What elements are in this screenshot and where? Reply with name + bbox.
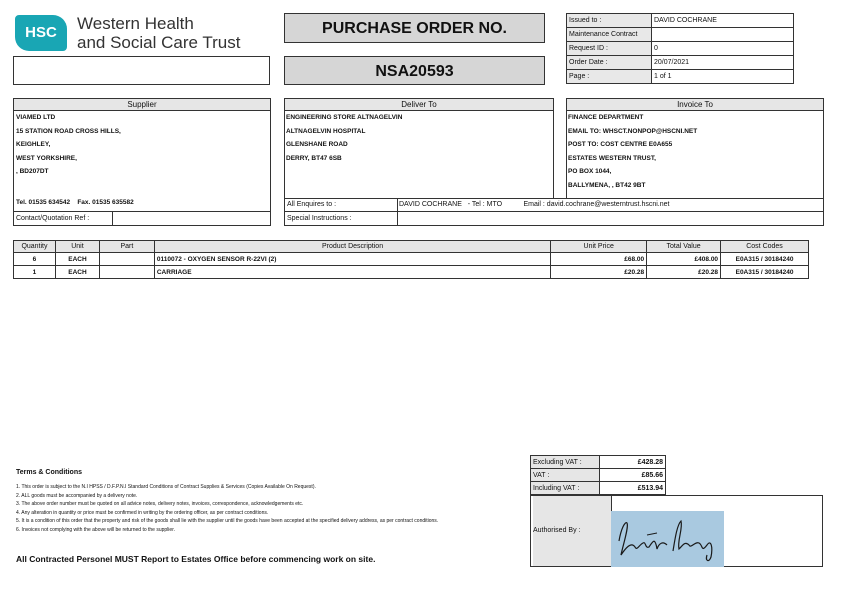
table-cell: 6 [14, 253, 56, 266]
address-line: KEIGHLEY, [16, 141, 51, 148]
table-cell: £20.28 [551, 266, 647, 279]
table-cell: EACH [55, 253, 99, 266]
column-header: Unit Price [551, 241, 647, 253]
enquiries-label: All Enquires to : [287, 201, 337, 208]
meta-row [567, 70, 794, 84]
total-row [531, 456, 666, 469]
table-cell: 0110072 - OXYGEN SENSOR R-22VI (2) [154, 253, 550, 266]
contact-value [112, 212, 271, 225]
terms-line: 5. It is a condition of this order that the property and risk of the goods shall lie with the supplier until the goods have been accepted at the specified delivery address, as per contract conditions. [16, 518, 439, 524]
address-line: DERRY, BT47 6SB [286, 154, 342, 162]
terms-line: 4. Any alteration in quantity or price must be confirmed in writing by the ordering officer, as per contract conditions. [16, 509, 269, 516]
meta-value: 1 of 1 [652, 70, 794, 84]
contact-row [14, 211, 270, 225]
table-row [14, 253, 809, 266]
meta-label: Maintenance Contract [567, 28, 652, 42]
order-meta-table [566, 13, 794, 84]
table-row [14, 266, 809, 279]
table-cell: £20.28 [647, 266, 721, 279]
supplier-header: Supplier [14, 99, 270, 111]
column-header: Unit [55, 241, 99, 253]
table-cell: CARRIAGE [154, 266, 550, 279]
meta-value [652, 28, 794, 42]
address-line: POST TO: COST CENTRE E0A655 [568, 141, 673, 148]
meta-row [567, 28, 794, 42]
supplier-phone: Tel. 01535 634542 Fax. 01535 635582 [16, 199, 134, 206]
column-header: Cost Codes [721, 241, 809, 253]
invoice-address [567, 111, 823, 192]
table-cell [99, 266, 154, 279]
special-instructions-line [284, 211, 824, 226]
items-table [13, 240, 809, 279]
divider [397, 212, 398, 226]
column-header: Total Value [647, 241, 721, 253]
meta-label: Page : [567, 70, 652, 84]
address-line: EMAIL TO: WHSCT.NONPOP@HSCNI.NET [568, 127, 698, 135]
terms-section [16, 469, 528, 534]
meta-label: Request ID : [567, 42, 652, 56]
terms-line: 3. The above order number must be quoted on all advice notes, delivery notes, invoices, correspondence, acknowledgements etc. [16, 501, 304, 507]
terms-line: 6. Invoices not complying with the above will be returned to the supplier. [16, 526, 175, 533]
logo-line-1: Western Health [77, 14, 194, 33]
meta-value: 0 [652, 42, 794, 56]
hsc-badge: HSC [15, 15, 67, 51]
total-value: £85.66 [600, 469, 666, 482]
address-line: VIAMED LTD [16, 114, 56, 121]
address-line: FINANCE DEPARTMENT [568, 114, 644, 121]
po-title-box [284, 13, 545, 43]
meta-value: DAVID COCHRANE [652, 14, 794, 28]
enquiries-line [284, 198, 824, 212]
meta-value: 20/07/2021 [652, 56, 794, 70]
address-line: ENGINEERING STORE ALTNAGELVIN [286, 114, 403, 121]
total-label: Excluding VAT : [531, 456, 600, 469]
table-cell: 1 [14, 266, 56, 279]
meta-label: Issued to : [567, 14, 652, 28]
contact-label: Contact/Quotation Ref : [16, 215, 90, 222]
totals-table [530, 455, 666, 495]
po-title: PURCHASE ORDER NO. [322, 20, 507, 37]
total-value: £513.94 [600, 482, 666, 495]
address-line: PO BOX 1044, [568, 168, 612, 175]
terms-line: 1. This order is subject to the N.I HPSS / D.F.P.N.I Standard Conditions of Contract Supplies & Services (Copies Available On Request). [16, 484, 316, 490]
table-cell: E0A315 / 30184240 [721, 253, 809, 266]
table-cell: £68.00 [551, 253, 647, 266]
enquiries-row [284, 198, 824, 226]
total-label: VAT : [531, 469, 600, 482]
trust-logo [15, 13, 275, 53]
table-cell: E0A315 / 30184240 [721, 266, 809, 279]
terms-footer: All Contracted Personel MUST Report to Estates Office before commencing work on site. [16, 554, 376, 564]
table-cell: EACH [55, 266, 99, 279]
po-number: NSA20593 [375, 63, 454, 80]
table-cell: £408.00 [647, 253, 721, 266]
signature-image [611, 511, 724, 567]
column-header: Part [99, 241, 154, 253]
authorised-label: Authorised By : [533, 496, 612, 566]
address-line: BALLYMENA, , BT42 9BT [568, 181, 646, 189]
deliver-address [285, 111, 553, 165]
address-line: , BD207DT [16, 168, 49, 175]
deliver-header: Deliver To [285, 99, 553, 111]
meta-label: Order Date : [567, 56, 652, 70]
total-label: Including VAT : [531, 482, 600, 495]
address-line: GLENSHANE ROAD [286, 141, 348, 148]
total-value: £428.28 [600, 456, 666, 469]
terms-title: Terms & Conditions [16, 469, 82, 476]
meta-row [567, 56, 794, 70]
address-line: ESTATES WESTERN TRUST, [568, 154, 656, 162]
reference-box [13, 56, 270, 85]
column-header: Quantity [14, 241, 56, 253]
column-header: Product Description [154, 241, 550, 253]
total-row [531, 482, 666, 495]
special-label: Special Instructions : [287, 215, 352, 222]
meta-row [567, 14, 794, 28]
meta-row [567, 42, 794, 56]
address-line: WEST YORKSHIRE, [16, 154, 77, 162]
signature-icon [611, 511, 724, 567]
logo-line-2: and Social Care Trust [77, 33, 241, 52]
supplier-panel [13, 98, 271, 226]
table-cell [99, 253, 154, 266]
terms-list [16, 483, 528, 534]
address-line: ALTNAGELVIN HOSPITAL [286, 127, 366, 135]
enquiries-value: DAVID COCHRANE - Tel : MTO Email : david.cochrane@westerntrust.hscni.net [399, 201, 670, 208]
supplier-address [14, 111, 270, 179]
total-row [531, 469, 666, 482]
invoice-header: Invoice To [567, 99, 823, 111]
terms-line: 2. ALL goods must be accompanied by a delivery note. [16, 492, 138, 499]
authorised-box [530, 495, 823, 567]
po-number-box [284, 56, 545, 85]
address-line: 15 STATION ROAD CROSS HILLS, [16, 127, 121, 135]
